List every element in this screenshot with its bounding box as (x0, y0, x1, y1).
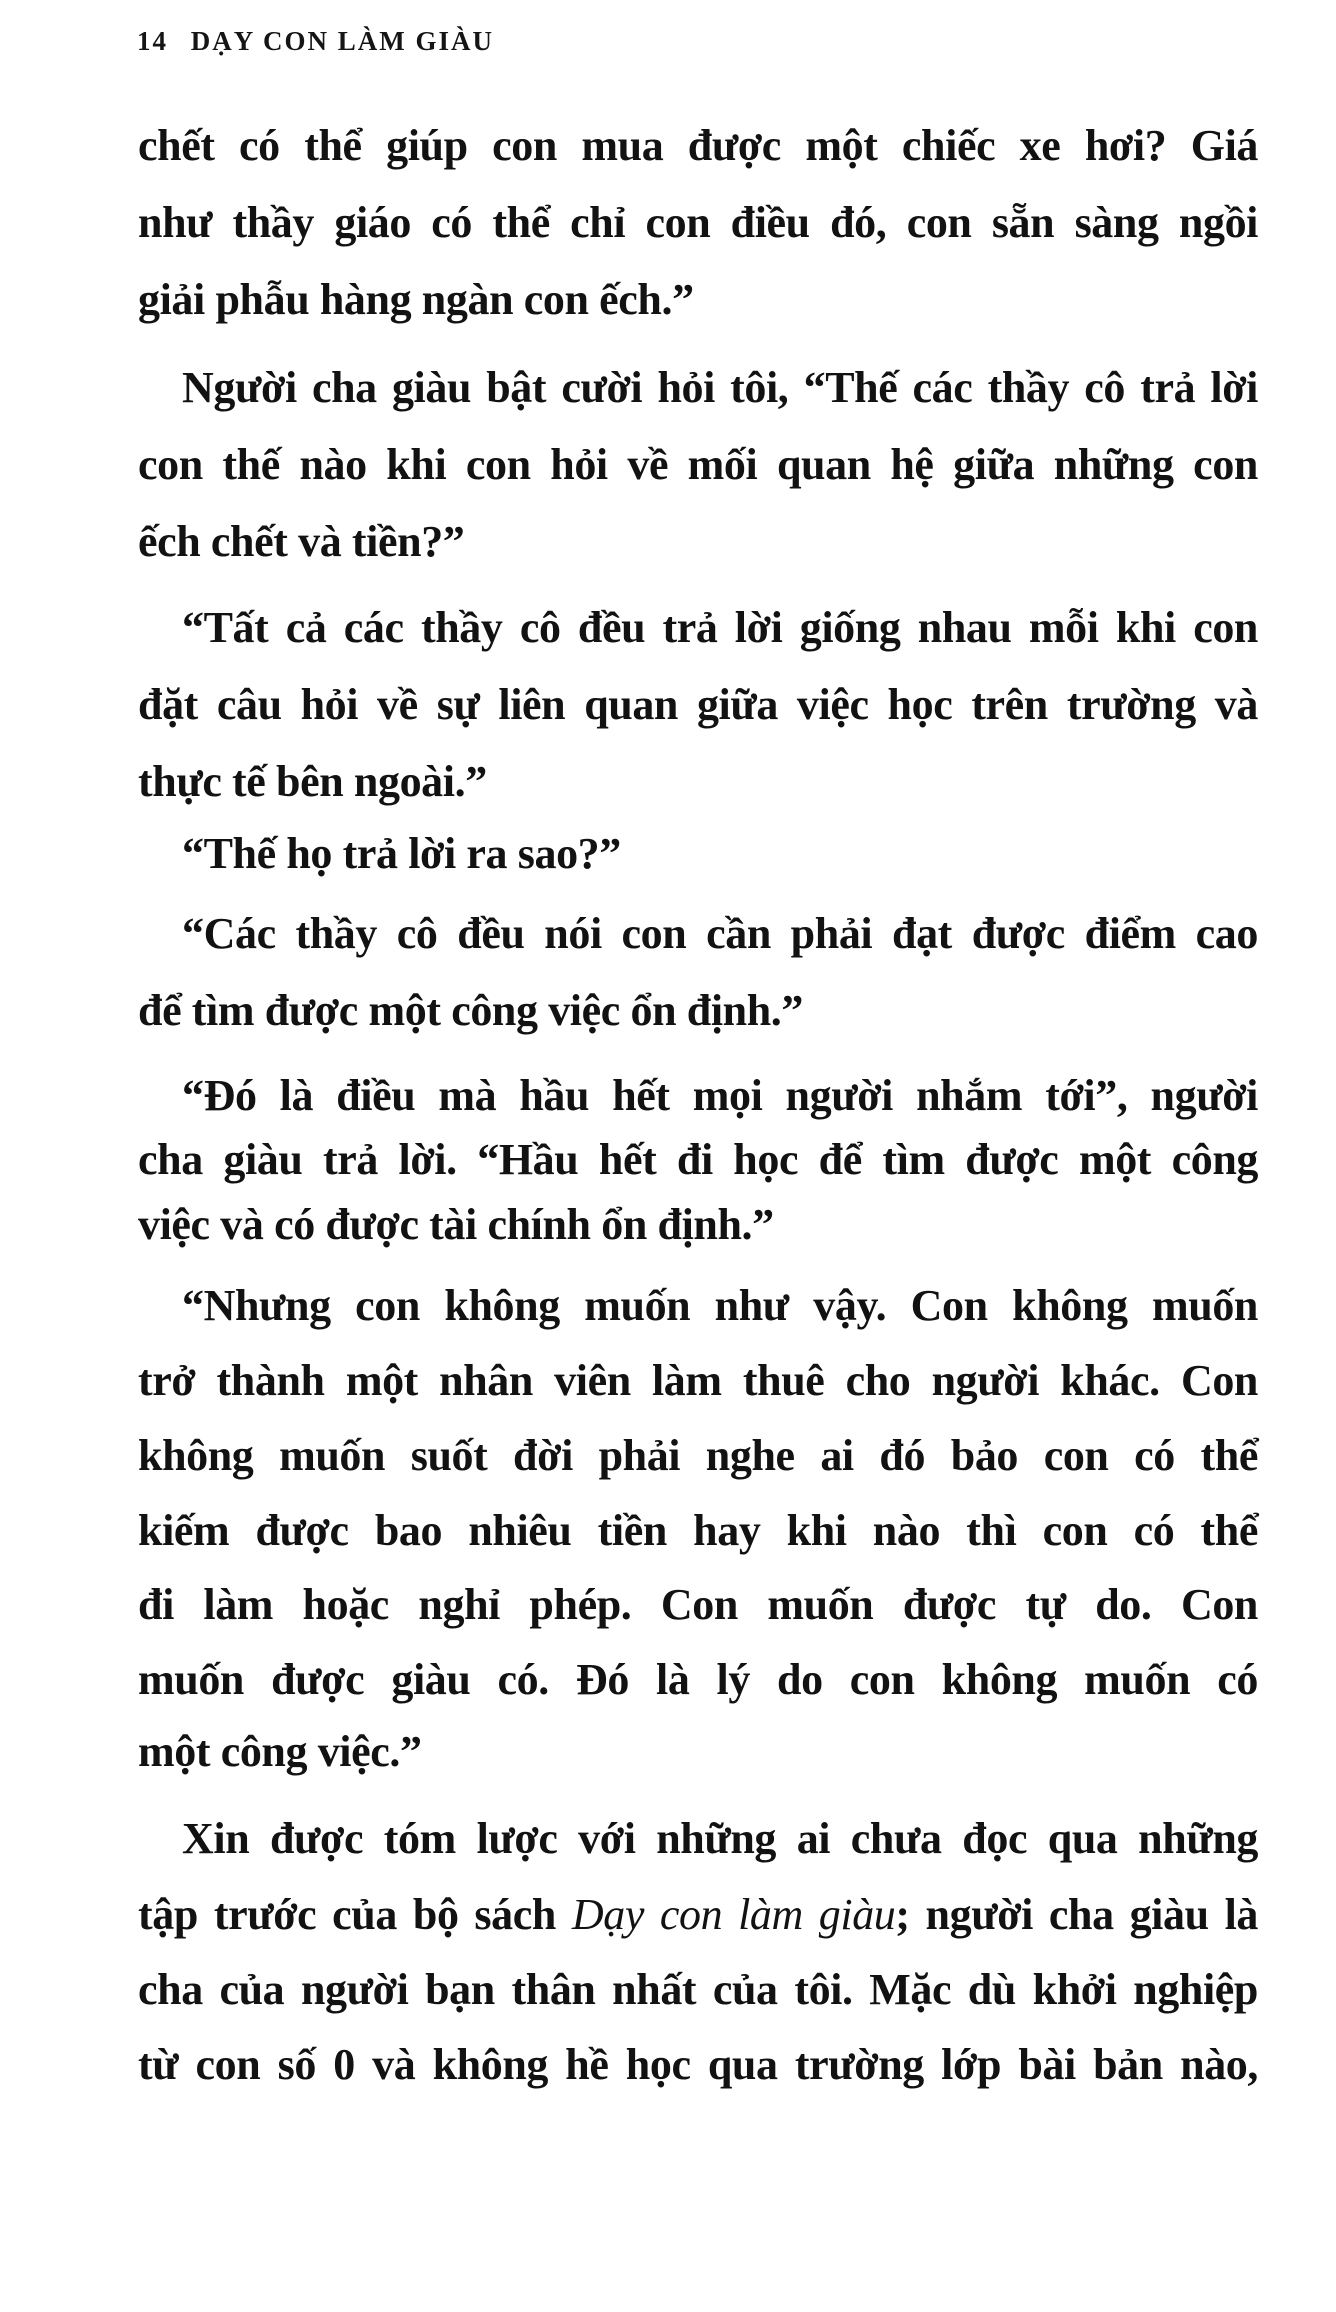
running-header (137, 26, 494, 57)
text-line: “Thế họ trả lời ra sao?” (182, 829, 621, 878)
text-line: đặt câu hỏi về sự liên quan giữa việc học trên trường và (138, 680, 1258, 729)
text-line: “Nhưng con không muốn như vậy. Con không muốn (182, 1281, 1258, 1330)
book-title: DẠY CON LÀM GIÀU (190, 26, 494, 56)
text-line: Người cha giàu bật cười hỏi tôi, “Thế các thầy cô trả lời (182, 363, 1258, 412)
text-line: ếch chết và tiền?” (138, 517, 465, 566)
text-line: muốn được giàu có. Đó là lý do con không muốn có (138, 1655, 1258, 1704)
text-line: chết có thể giúp con mua được một chiếc xe hơi? Giá (138, 121, 1258, 170)
text-line: không muốn suốt đời phải nghe ai đó bảo con có thể (138, 1431, 1258, 1480)
text-line: một công việc.” (138, 1727, 422, 1776)
text-line: kiếm được bao nhiêu tiền hay khi nào thì con có thể (138, 1506, 1258, 1555)
text-line: thực tế bên ngoài.” (138, 757, 487, 806)
text-line: “Đó là điều mà hầu hết mọi người nhắm tới”, người (182, 1071, 1258, 1120)
text-line: “Tất cả các thầy cô đều trả lời giống nhau mỗi khi con (182, 603, 1258, 652)
text-segment: tập trước của bộ sách (138, 1890, 572, 1939)
text-line: để tìm được một công việc ổn định.” (138, 986, 803, 1035)
text-line: từ con số 0 và không hề học qua trường lớp bài bản nào, (138, 2040, 1258, 2089)
text-segment: ; người cha giàu là (895, 1890, 1258, 1939)
text-line: giải phẫu hàng ngàn con ếch.” (138, 275, 694, 324)
text-line: Xin được tóm lược với những ai chưa đọc qua những (182, 1814, 1258, 1863)
page-number: 14 (137, 26, 168, 56)
text-line: đi làm hoặc nghỉ phép. Con muốn được tự do. Con (138, 1580, 1258, 1629)
text-line: cha của người bạn thân nhất của tôi. Mặc dù khởi nghiệp (138, 1965, 1258, 2014)
text-line: “Các thầy cô đều nói con cần phải đạt được điểm cao (182, 909, 1258, 958)
text-line (138, 1885, 1258, 1945)
text-line: trở thành một nhân viên làm thuê cho người khác. Con (138, 1356, 1258, 1405)
text-line: con thế nào khi con hỏi về mối quan hệ giữa những con (138, 440, 1258, 489)
book-title-italic: Dạy con làm giàu (571, 1890, 896, 1939)
text-line: cha giàu trả lời. “Hầu hết đi học để tìm được một công (138, 1135, 1258, 1184)
text-line: như thầy giáo có thể chỉ con điều đó, con sẵn sàng ngồi (138, 198, 1258, 247)
text-line: việc và có được tài chính ổn định.” (138, 1200, 774, 1249)
